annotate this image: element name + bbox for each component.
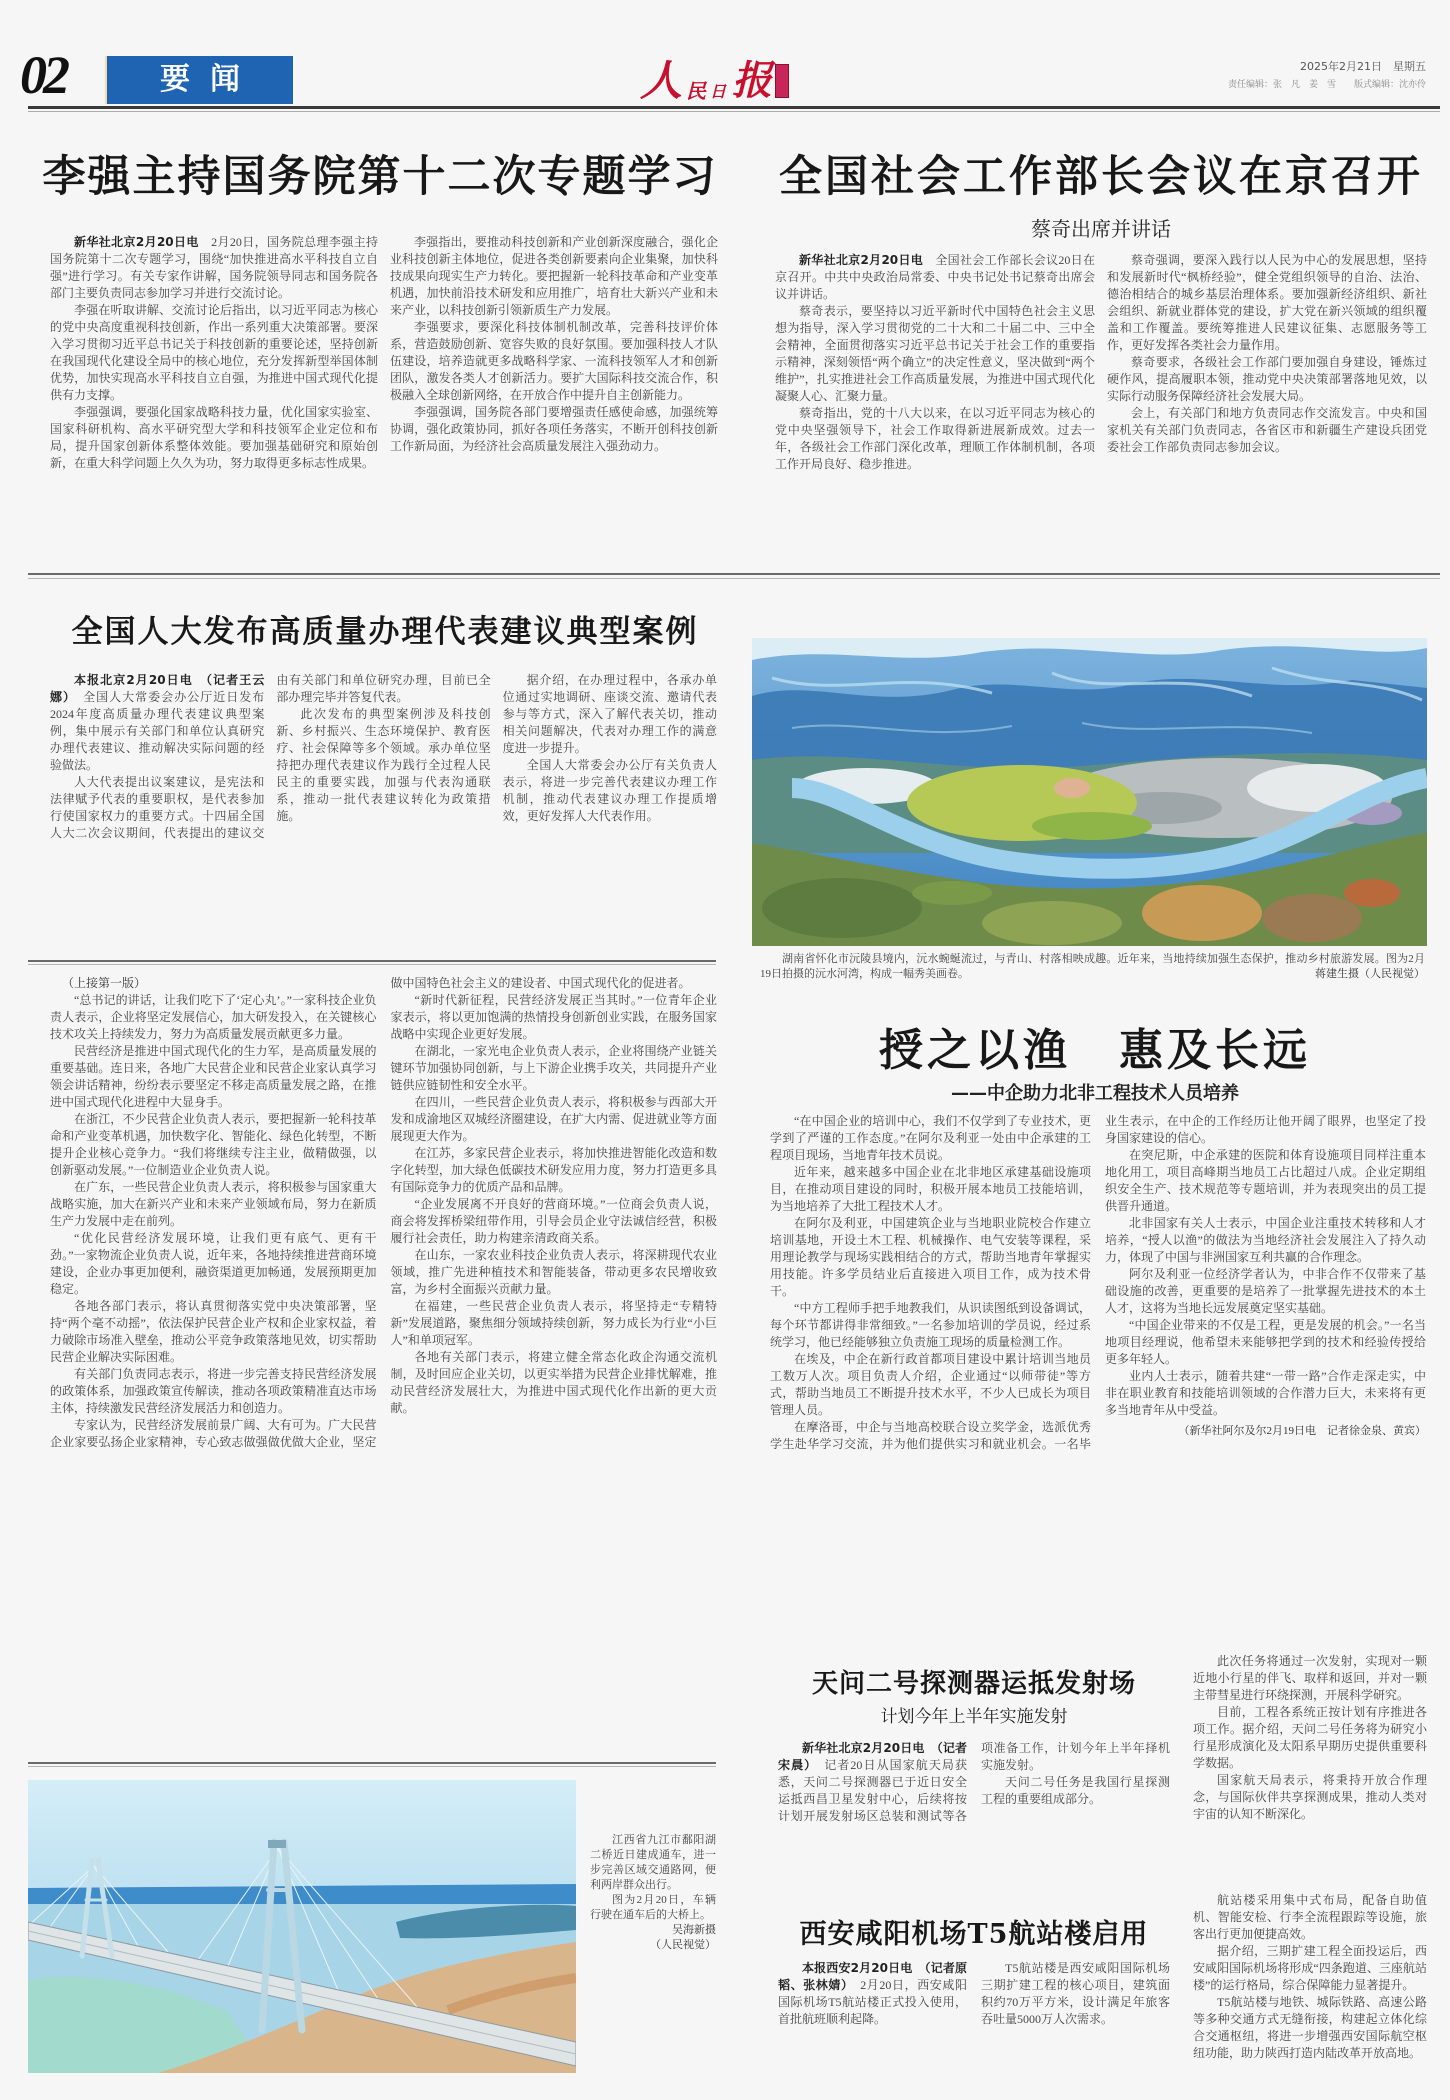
- article-paragraph: 在福建，一些民营企业负责人表示，将坚持走“专精特新”发展道路，聚焦细分领域持续创新，努力成长为行业“小巨人”和单项冠军。: [390, 1299, 717, 1347]
- subheadline-north-africa: ——中企助力北非工程技术人员培养: [951, 1083, 1239, 1104]
- article-body-li-qiang: [50, 234, 718, 568]
- article-paragraph: 在阿尔及利亚，中国建筑企业与当地职业院校合作建立培训基地，开设土木工程、机械操作、电气安装等课程，采用理论教学与现场实践相结合的方式，帮助当地青年掌握实用技能。许多学员结业后直接进入项目工作，成为技术骨干。: [770, 1216, 1091, 1298]
- logo-char: 报: [732, 57, 773, 104]
- article-paragraph: 各地有关部门表示，将建立健全常态化政企沟通交流机制，及时回应企业关切，以更实举措为民营企业排忧解难，推动民营经济发展壮大，为推进中国式现代化作出新的更大贡献。: [390, 1350, 717, 1415]
- article-paragraph: 在广东，一些民营企业负责人表示，将积极参与国家重大战略实施，加大在新兴产业和未来产业领域布局，努力在新质生产力发展中走在前列。: [50, 1180, 377, 1228]
- article-body-tianwen: [778, 1740, 1170, 1864]
- article-paragraph: 在山东，一家农业科技企业负责人表示，将深耕现代农业领域，推广先进种植技术和智能装备，带动更多农民增收致富，为乡村全面振兴贡献力量。: [390, 1248, 717, 1296]
- article-paragraph: 在埃及，中企在新行政首都项目建设中累计培训当地员工数万人次。项目负责人介绍，企业通过“以师带徒”等方式，帮助当地员工不断提升技术水平，不少人已成长为项目管理人员。: [770, 1352, 1091, 1417]
- article-body-xian-airport: [778, 1960, 1170, 2100]
- logo-char: 人: [640, 56, 683, 105]
- article-paragraph: 李强指出，要推动科技创新和产业创新深度融合，强化企业科技创新主体地位，促进各类创新要素向企业集聚，加快科技成果向现实生产力转化。要把握新一轮科技革命和产业变革机遇，加快前沿技术研发和应用推广，培育壮大新兴产业和未来产业，以科技创新引领新质生产力发展。: [390, 235, 718, 317]
- landscape-photo[interactable]: [752, 638, 1427, 946]
- caption-text: 江西省九江市鄱阳湖二桥近日建成通车，进一步完善区域交通路网，便利两岸群众出行。: [590, 1834, 716, 1891]
- article-paragraph: “总书记的讲话，让我们吃下了‘定心丸’。”一家科技企业负责人表示，企业将坚定发展信心，加大研发投入，在关键核心技术攻关上持续发力，努力为高质量发展贡献更多力量。: [50, 993, 377, 1041]
- section-divider: [28, 1762, 716, 1764]
- subheadline-tianwen: 计划今年上半年实施发射: [880, 1707, 1068, 1727]
- bridge-photo-image: [28, 1780, 576, 2073]
- article-paragraph: 目前，工程各系统正按计划有序推进各项工作。据介绍，天问二号任务将为研究小行星形成演化及太阳系早期历史提供重要科学数据。: [1193, 1705, 1427, 1770]
- page-number: 02: [20, 45, 66, 105]
- article-paragraph: 新华社北京2月20日电 2月20日，国务院总理李强主持国务院第十二次专题学习，围绕“加快推进高水平科技自立自强”进行学习。有关专家作讲解，国务院领导同志和国务院各部门主要负责同志参加学习并进行交流讨论。: [50, 235, 378, 300]
- article-paragraph: 据介绍，三期扩建工程全面投运后，西安咸阳国际机场将形成“四条跑道、三座航站楼”的运行格局，综合保障能力显著提升。: [1193, 1944, 1427, 1992]
- article-body-social-work: [775, 252, 1427, 568]
- dateline: 新华社北京2月20日电: [74, 235, 199, 249]
- article-paragraph: “优化民营经济发展环境，让我们更有底气、更有干劲。”一家物流企业负责人说，近年来，各地持续推进营商环境建设，企业办事更加便利，融资渠道更加畅通，发展预期更加稳定。: [50, 1231, 377, 1296]
- article-paragraph: 全国人大常委会办公厅有关负责人表示，将进一步完善代表建议办理工作机制，推动代表建议办理工作提质增效，更好发挥人大代表作用。: [502, 758, 717, 823]
- article-paragraph: 在湖北，一家光电企业负责人表示，企业将围绕产业链关键环节加强协同创新，与上下游企业携手攻关，共同提升产业链供应链韧性和安全水平。: [390, 1044, 717, 1092]
- article-paragraph: 此次发布的典型案例涉及科技创新、乡村振兴、生态环境保护、教育医疗、社会保障等多个领域。承办单位坚持把办理代表建议作为践行全过程人民民主的重要实践，加强与代表沟通联系，推动一批代表建议转化为政策措施。: [276, 707, 491, 823]
- article-paragraph: 蔡奇表示，要坚持以习近平新时代中国特色社会主义思想为指导，深入学习贯彻党的二十大和二十届二中、三中全会精神，全面贯彻落实习近平总书记关于社会工作的重要指示精神，深刻领悟“两个确立”的决定性意义，坚决做到“两个维护”，扎实推进社会工作高质量发展，为推进中国式现代化凝聚人心、汇聚力量。: [775, 304, 1095, 403]
- logo-seal-icon: [775, 64, 789, 98]
- newspaper-logo: [640, 50, 789, 106]
- article-paragraph: 人大代表提出议案建议，是宪法和法律赋予代表的重要职权，是代表参加行使国家权力的重要方式。十四届全国人大二次会议期间，代表提出的建议交由有关部门和单位研究办理，目前已全部办理完毕并答复代表。: [50, 673, 491, 840]
- caption-text: 图为2月20日，车辆行驶在通车后的大桥上。: [590, 1894, 716, 1921]
- article-paragraph: 蔡奇要求，各级社会工作部门要加强自身建设，锤炼过硬作风，提高履职本领，推动党中央决策部署落地见效，以实际行动服务保障经济社会发展大局。: [1107, 355, 1427, 403]
- article-paragraph: T5航站楼是西安咸阳国际机场三期扩建工程的核心项目，建筑面积约70万平方米，设计满足年旅客吞吐量5000万人次需求。: [981, 1961, 1170, 2026]
- headline-north-africa[interactable]: 授之以渔 惠及长远: [879, 1025, 1311, 1076]
- article-paragraph: 在突尼斯，中企承建的医院和体育设施项目同样注重本地化用工，项目高峰期当地员工占比超过八成。企业定期组织安全生产、技术规范等专题培训，并为表现突出的员工提供晋升通道。: [1105, 1148, 1426, 1213]
- article-paragraph: “新时代新征程，民营经济发展正当其时。”一位青年企业家表示，将以更加饱满的热情投身创新创业实践，在服务国家战略中实现企业更好发展。: [390, 993, 717, 1041]
- headline-tianwen[interactable]: 天问二号探测器运抵发射场: [811, 1669, 1136, 1699]
- section-divider-thin: [28, 1766, 716, 1767]
- headline-xian-airport[interactable]: 西安咸阳机场T5航站楼启用: [799, 1919, 1149, 1950]
- article-body-continued: [50, 975, 717, 1755]
- article-paragraph: 有关部门负责同志表示，将进一步完善支持民营经济发展的政策体系，加强政策宣传解读，推动各项政策精准直达市场主体，持续激发民营经济发展活力和创造力。: [50, 1367, 377, 1415]
- dateline: 新华社北京2月20日电 （记者宋晨）: [778, 1741, 967, 1772]
- article-paragraph: 新华社北京2月20日电 （记者宋晨） 记者20日从国家航天局获悉，天问二号探测器已于近日安全运抵西昌卫星发射中心，后续将按计划开展发射场区总装和测试等各项准备工作，计划今年上半年择机实施发射。: [778, 1741, 1170, 1823]
- logo-char: 日: [710, 82, 727, 101]
- article-paragraph: 民营经济是推进中国式现代化的生力军，是高质量发展的重要基础。连日来，各地广大民营企业和民营企业家认真学习领会讲话精神，纷纷表示要坚定不移走高质量发展之路，在推进中国式现代化进程中大显身手。: [50, 1044, 377, 1109]
- article-paragraph: 蔡奇指出，党的十八大以来，在以习近平同志为核心的党中央坚强领导下，社会工作取得新进展新成效。过去一年，各级社会工作部门深化改革，理顺工作体制机制，各项工作开局良好、稳步推进。: [775, 406, 1095, 471]
- article-paragraph: 在摩洛哥，中企与当地高校联合设立奖学金，选派优秀学生赴华学习交流，并为他们提供实习和就业机会。一名毕业生表示，在中企的工作经历让他开阔了眼界，也坚定了投身国家建设的信心。: [770, 1114, 1426, 1451]
- section-label: [105, 56, 293, 104]
- article-paragraph: 此次任务将通过一次发射，实现对一颗近地小行星的伴飞、取样和返回，并对一颗主带彗星进行环绕探测，开展科学研究。: [1193, 1654, 1427, 1702]
- article-paragraph: 在浙江，不少民营企业负责人表示，要把握新一轮科技革命和产业变革机遇，加快数字化、智能化、绿色化转型，不断提升企业核心竞争力。“我们将继续专注主业，做精做强，以创新驱动发展。”一位制造业企业负责人说。: [50, 1112, 377, 1177]
- article-paragraph: “中方工程师手把手地教我们，从识读图纸到设备调试，每个环节都讲得非常细致。”一名参加培训的学员说，经过系统学习，他已经能够独立负责施工现场的质量检测工作。: [770, 1301, 1091, 1349]
- landscape-photo-image: [752, 638, 1427, 946]
- section-divider: [28, 960, 716, 962]
- article-paragraph: 在四川，一些民营企业负责人表示，将积极参与西部大开发和成渝地区双城经济圈建设，在扩大内需、促进就业等方面展现更大作为。: [390, 1095, 717, 1143]
- section-name: 要闻: [160, 62, 260, 97]
- section-divider-thin: [28, 964, 716, 965]
- article-paragraph: 新华社北京2月20日电 全国社会工作部长会议20日在京召开。中共中央政治局常委、中央书记处书记蔡奇出席会议并讲话。: [775, 253, 1095, 301]
- jump-note[interactable]: （上接第一版）: [62, 976, 147, 990]
- article-paragraph: 李强强调，国务院各部门要增强责任感使命感，加强统筹协调，强化政策协同，抓好各项任务落实，不断开创科技创新工作新局面，为经济社会高质量发展注入强劲动力。: [390, 405, 718, 453]
- article-paragraph: 专家认为，民营经济发展前景广阔、大有可为。广大民营企业家要弘扬企业家精神，专心致志做强做优做大企业，坚定做中国特色社会主义的建设者、中国式现代化的促进者。: [50, 976, 691, 1449]
- photo-credit: 吴海新摄: [672, 1924, 716, 1936]
- dateline: 本报北京2月20日电 （记者王云娜）: [50, 673, 265, 704]
- article-paragraph: 业内人士表示，随着共建“一带一路”合作走深走实，中非在职业教育和技能培训领域的合作潜力巨大，未来将有更多当地青年从中受益。: [1105, 1369, 1426, 1417]
- bridge-photo-caption: [590, 1833, 716, 1953]
- article-body-xian-airport-continued: [1193, 1892, 1427, 2100]
- section-divider-thin: [28, 578, 1440, 579]
- byline: （新华社阿尔及尔2月19日电 记者徐金泉、黄宾）: [1178, 1425, 1426, 1437]
- bridge-photo[interactable]: [28, 1780, 576, 2073]
- masthead-rule-thin: [28, 111, 1440, 112]
- section-divider: [28, 573, 1440, 575]
- article-paragraph: 在江苏，多家民营企业表示，将加快推进智能化改造和数字化转型，加大绿色低碳技术研发应用力度，努力打造更多具有国际竞争力的优质产品和品牌。: [390, 1146, 717, 1194]
- headline-li-qiang[interactable]: 李强主持国务院第十二次专题学习: [42, 152, 718, 202]
- subheadline-social-work: 蔡奇出席并讲话: [1031, 217, 1171, 241]
- article-paragraph: 会上，有关部门和地方负责同志作交流发言。中央和国家机关有关部门负责同志，各省区市和新疆生产建设兵团党委社会工作部负责同志参加会议。: [1107, 406, 1427, 454]
- headline-social-work[interactable]: 全国社会工作部长会议在京召开: [779, 152, 1423, 202]
- article-paragraph: 蔡奇强调，要深入践行以人民为中心的发展思想，坚持和发展新时代“枫桥经验”，健全党组织领导的自治、法治、德治相结合的城乡基层治理体系。要加强新经济组织、新社会组织、新就业群体党的建设，扩大党在新兴领域的组织覆盖和工作覆盖。要统筹推进人民建议征集、志愿服务等工作，更好发挥各类社会力量作用。: [1107, 253, 1427, 352]
- article-paragraph: 航站楼采用集中式布局，配备自助值机、智能安检、行李全流程跟踪等设施，旅客出行更加便捷高效。: [1193, 1893, 1427, 1941]
- photo-credit-agency: （人民视觉）: [650, 1939, 716, 1951]
- editors-line: 责任编辑：张 凡 姜 雪 版式编辑：沈亦伶: [1227, 80, 1426, 90]
- article-paragraph: 本报西安2月20日电 （记者原韬、张林婧） 2月20日，西安咸阳国际机场T5航站楼正式投入使用，首批航班顺利起降。: [778, 1961, 967, 2026]
- article-paragraph: “企业发展离不开良好的营商环境。”一位商会负责人说，商会将发挥桥梁纽带作用，引导会员企业守法诚信经营，积极履行社会责任，助力构建亲清政商关系。: [390, 1197, 717, 1245]
- pylon-top: [268, 1840, 286, 1848]
- article-paragraph: 北非国家有关人士表示，中国企业注重技术转移和人才培养，“授人以渔”的做法为当地经济社会发展注入了持久动力，体现了中国与非洲国家互利共赢的合作理念。: [1105, 1216, 1426, 1264]
- article-paragraph: 天问二号任务是我国行星探测工程的重要组成部分。: [981, 1775, 1170, 1806]
- article-paragraph: T5航站楼与地铁、城际铁路、高速公路等多种交通方式无缝衔接，构建起立体化综合交通枢纽，将进一步增强西安国际航空枢纽功能，助力陕西打造内陆改革开放高地。: [1193, 1995, 1427, 2060]
- issue-date: 2025年2月21日 星期五: [1300, 60, 1426, 73]
- article-paragraph: 李强强调，要强化国家战略科技力量，优化国家实验室、国家科研机构、高水平研究型大学和科技领军企业定位和布局，提升国家创新体系整体效能。要加强基础研究和原始创新，在重大科学问题上久久为功，努力取得更多标志性成果。: [50, 405, 378, 470]
- article-paragraph: 李强要求，要深化科技体制机制改革，完善科技评价体系，营造鼓励创新、宽容失败的良好氛围。要加强科技人才队伍建设，培养造就更多战略科学家、一流科技领军人才和创新团队，激发各类人才创新活力。要扩大国际科技交流合作，积极融入全球创新网络，在开放合作中提升自主创新能力。: [390, 320, 718, 402]
- article-body-npc: [50, 672, 717, 942]
- article-body-north-africa: [770, 1113, 1426, 1635]
- headline-npc[interactable]: 全国人大发布高质量办理代表建议典型案例: [71, 614, 699, 650]
- article-paragraph: 本报北京2月20日电 （记者王云娜） 全国人大常委会办公厅近日发布2024年度高质量办理代表建议典型案例，集中展示有关部门和单位认真研究办理代表建议、推动解决实际问题的经验做法。: [50, 673, 265, 772]
- article-paragraph: 近年来，越来越多中国企业在北非地区承建基础设施项目，在推动项目建设的同时，积极开展本地员工技能培训，为当地培养了大批工程技术人才。: [770, 1165, 1091, 1213]
- article-paragraph: 阿尔及利亚一位经济学者认为，中非合作不仅带来了基础设施的改善，更重要的是培养了一批掌握先进技术的本土人才，这将为当地长远发展奠定坚实基础。: [1105, 1267, 1426, 1315]
- article-paragraph: “中国企业带来的不仅是工程，更是发展的机会。”一名当地项目经理说，他希望未来能够把学到的技术和经验传授给更多年轻人。: [1105, 1318, 1426, 1366]
- landscape-photo-caption: [760, 952, 1425, 982]
- article-paragraph: “在中国企业的培训中心，我们不仅学到了专业技术，更学到了严谨的工作态度。”在阿尔及利亚一处由中企承建的工程项目现场，当地青年技术员说。: [770, 1114, 1091, 1162]
- dateline: 新华社北京2月20日电: [799, 253, 924, 267]
- caption-text: 湖南省怀化市沅陵县境内，沅水蜿蜒流过，与青山、村落相映成趣。近年来，当地持续加强生态保护，推动乡村旅游发展。图为2月19日拍摄的沅水河湾，构成一幅秀美画卷。: [760, 953, 1425, 980]
- article-paragraph: 国家航天局表示，将秉持开放合作理念，与国际伙伴共享探测成果，推动人类对宇宙的认知不断深化。: [1193, 1773, 1427, 1821]
- masthead-rule: [28, 106, 1440, 109]
- logo-char: 民: [686, 79, 707, 103]
- article-paragraph: 据介绍，在办理过程中，各承办单位通过实地调研、座谈交流、邀请代表参与等方式，深入了解代表关切，推动相关问题解决，代表对办理工作的满意度进一步提升。: [502, 673, 717, 755]
- photo-credit: 蒋建生摄（人民视觉）: [1315, 968, 1425, 980]
- dateline: 本报西安2月20日电 （记者原韬、张林婧）: [778, 1961, 967, 1992]
- article-body-tianwen-continued: [1193, 1653, 1427, 1865]
- article-paragraph: 各地各部门表示，将认真贯彻落实党中央决策部署，坚持“两个毫不动摇”，依法保护民营企业产权和企业家权益，着力破除市场准入壁垒，推动公平竞争政策落地见效，切实帮助民营企业解决实际困难。: [50, 1299, 377, 1364]
- article-paragraph: 李强在听取讲解、交流讨论后指出，以习近平同志为核心的党中央高度重视科技创新，作出一系列重大决策部署。要深入学习贯彻习近平总书记关于科技创新的重要论述，坚持创新在我国现代化建设全局中的核心地位，充分发挥新型举国体制优势，加快实现高水平科技自立自强，为推进中国式现代化提供有力支撑。: [50, 303, 378, 402]
